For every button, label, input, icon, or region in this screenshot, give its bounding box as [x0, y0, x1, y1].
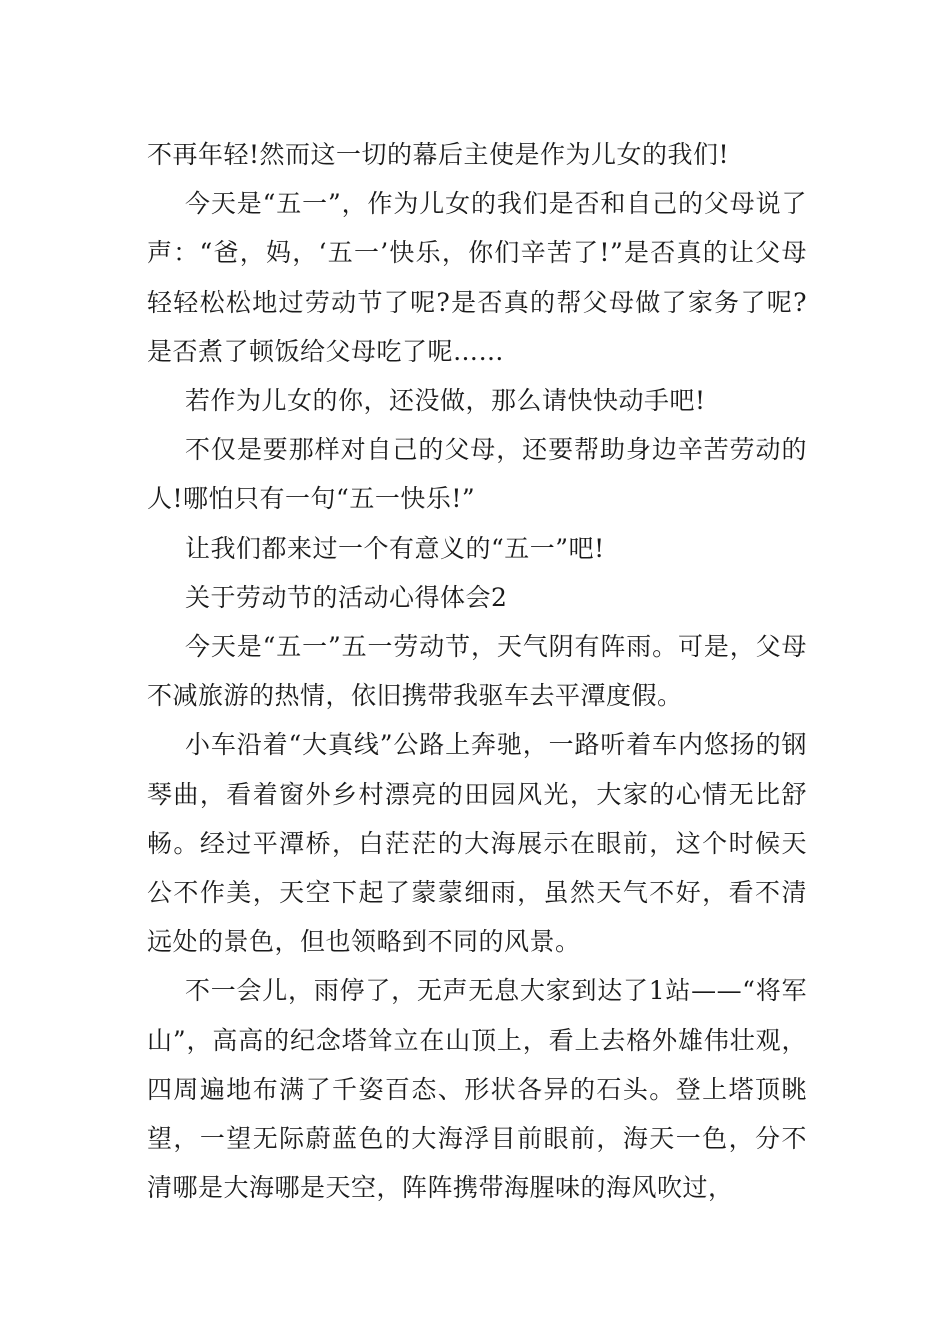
- paragraph: 今天是“五一”五一劳动节，天气阴有阵雨。可是，父母不减旅游的热情，依旧携带我驱车去平潭度假。: [147, 632, 807, 711]
- paragraph: 小车沿着“大真线”公路上奔驰，一路听着车内悠扬的钢琴曲，看着窗外乡村漂亮的田园风光，大家的心情无比舒畅。经过平潭桥，白茫茫的大海展示在眼前，这个时候天公不作美，天空下起了蒙蒙细雨，虽然天气不好，看不清远处的景色，但也领略到不同的风景。: [147, 730, 807, 957]
- document-body: [147, 130, 807, 1212]
- paragraph: 今天是“五一”，作为儿女的我们是否和自己的父母说了声：“爸，妈，‘五一’快乐，你们辛苦了!”是否真的让父母轻轻松松地过劳动节了呢?是否真的帮父母做了家务了呢?是否煮了顿饭给父母吃了呢……: [147, 189, 807, 366]
- paragraph: 不一会儿，雨停了，无声无息大家到达了1站——“将军山”，高高的纪念塔耸立在山顶上，看上去格外雄伟壮观，四周遍地布满了千姿百态、形状各异的石头。登上塔顶眺望，一望无际蔚蓝色的大海浮目前眼前，海天一色，分不清哪是大海哪是天空，阵阵携带海腥味的海风吹过，: [147, 976, 807, 1203]
- paragraph: 若作为儿女的你，还没做，那么请快快动手吧!: [185, 386, 706, 416]
- section-heading: 关于劳动节的活动心得体会2: [185, 582, 508, 612]
- paragraph-continuation: 不再年轻!然而这一切的幕后主使是作为儿女的我们!: [147, 140, 730, 169]
- paragraph: 不仅是要那样对自己的父母，还要帮助身边辛苦劳动的人!哪怕只有一句“五一快乐!”: [147, 435, 807, 514]
- paragraph: 让我们都来过一个有意义的“五一”吧!: [185, 533, 605, 563]
